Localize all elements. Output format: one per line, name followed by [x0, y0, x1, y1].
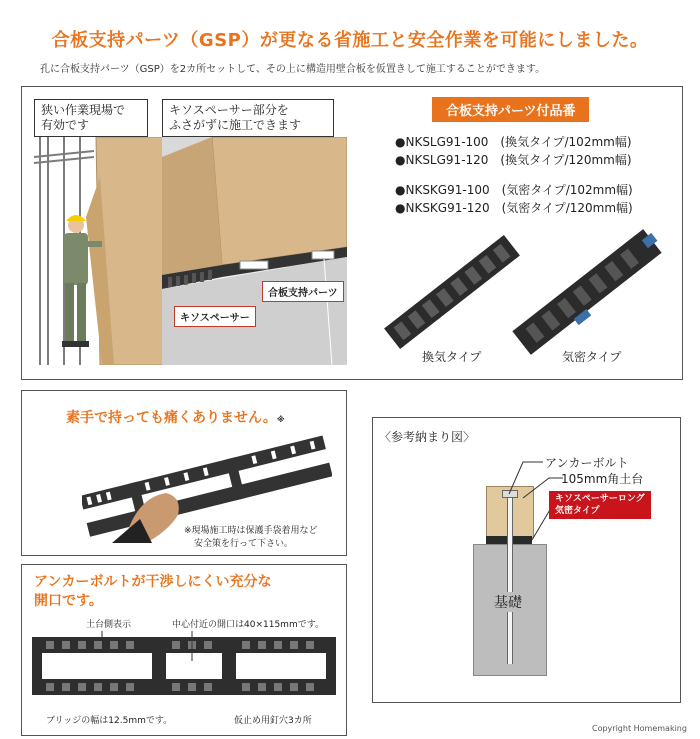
- callout-narrow-site: [34, 99, 148, 137]
- hand-panel-title-text: 素手で持っても痛くありません。: [66, 410, 277, 426]
- anchor-part-diagram: [32, 631, 336, 703]
- diagram-title: 〈参考納まり図〉: [379, 430, 476, 444]
- tag-kiso-spacer-long-line2: 気密タイプ: [555, 506, 600, 516]
- label-vent-type: 換気タイプ: [422, 350, 482, 364]
- tag-kiso-spacer-long: [549, 491, 651, 519]
- label-sill-side: 土台側表示: [86, 620, 132, 630]
- callout-spacer-line2: ふさがずに施工できます: [169, 118, 302, 132]
- part-item: ●NKSLG91-120 (換気タイプ/120mm幅): [395, 153, 632, 167]
- hand-panel-title-mark: ※: [276, 415, 285, 424]
- leader-lines: [373, 418, 680, 702]
- worker-illustration: [34, 137, 164, 365]
- label-sill: 105mm角土台: [561, 472, 644, 486]
- label-anchor-bolt: アンカーボルト: [545, 456, 629, 470]
- airtight-type-product-image: [512, 227, 662, 357]
- label-bridge-width: ブリッジの幅は12.5mmです。: [46, 716, 173, 726]
- page-title: 合板支持パーツ（GSP）が更なる省施工と安全作業を可能にしました。: [51, 30, 649, 51]
- anchor-panel-title-line1: アンカーボルトが干渉しにくい充分な: [34, 574, 272, 590]
- hand-panel: [21, 390, 347, 556]
- vent-type-product-image: [382, 227, 522, 357]
- hand-panel-note-line1: ※現場施工時は保護手袋着用など: [184, 526, 318, 536]
- foundation-illustration: [162, 137, 347, 365]
- label-opening-size: 中心付近の開口は40×115mmです。: [172, 620, 324, 630]
- tag-kiso-spacer: キソスペーサー: [174, 306, 256, 327]
- label-nail-holes: 仮止め用釘穴3カ所: [234, 716, 312, 726]
- page-subtitle: 孔に合板支持パーツ（GSP）を2カ所セットして、その上に構造用壁合板を仮置きして施工することができます。: [40, 64, 546, 75]
- anchor-panel-title: [34, 573, 271, 611]
- hand-panel-note: [184, 525, 318, 551]
- callout-narrow-site-line2: 有効です: [41, 118, 90, 132]
- hand-panel-title: [66, 407, 285, 427]
- part-item: ●NKSKG91-100 (気密タイプ/102mm幅): [395, 183, 633, 197]
- parts-list: [395, 133, 633, 217]
- top-panel: [21, 86, 683, 380]
- reference-diagram-panel: [372, 417, 681, 703]
- callout-spacer-line1: キソスペーサー部分を: [169, 103, 289, 117]
- anchor-panel: [21, 564, 347, 736]
- part-item: ●NKSLG91-100 (換気タイプ/102mm幅): [395, 135, 632, 149]
- copyright: Copyright Homemaking: [592, 724, 687, 733]
- label-airtight-type: 気密タイプ: [562, 350, 622, 364]
- callout-spacer: [162, 99, 334, 137]
- anchor-panel-title-line2: 開口です。: [34, 593, 103, 609]
- part-item: ●NKSKG91-120 (気密タイプ/120mm幅): [395, 201, 633, 215]
- tag-gsp-parts: 合板支持パーツ: [262, 281, 344, 302]
- parts-heading: 合板支持パーツ付品番: [432, 97, 589, 122]
- tag-kiso-spacer-long-line1: キソスペーサーロング: [555, 494, 645, 504]
- hand-panel-note-line2: 安全策を行って下さい。: [194, 539, 294, 549]
- callout-narrow-site-line1: 狭い作業現場で: [41, 103, 126, 117]
- label-foundation: 基礎: [491, 592, 525, 612]
